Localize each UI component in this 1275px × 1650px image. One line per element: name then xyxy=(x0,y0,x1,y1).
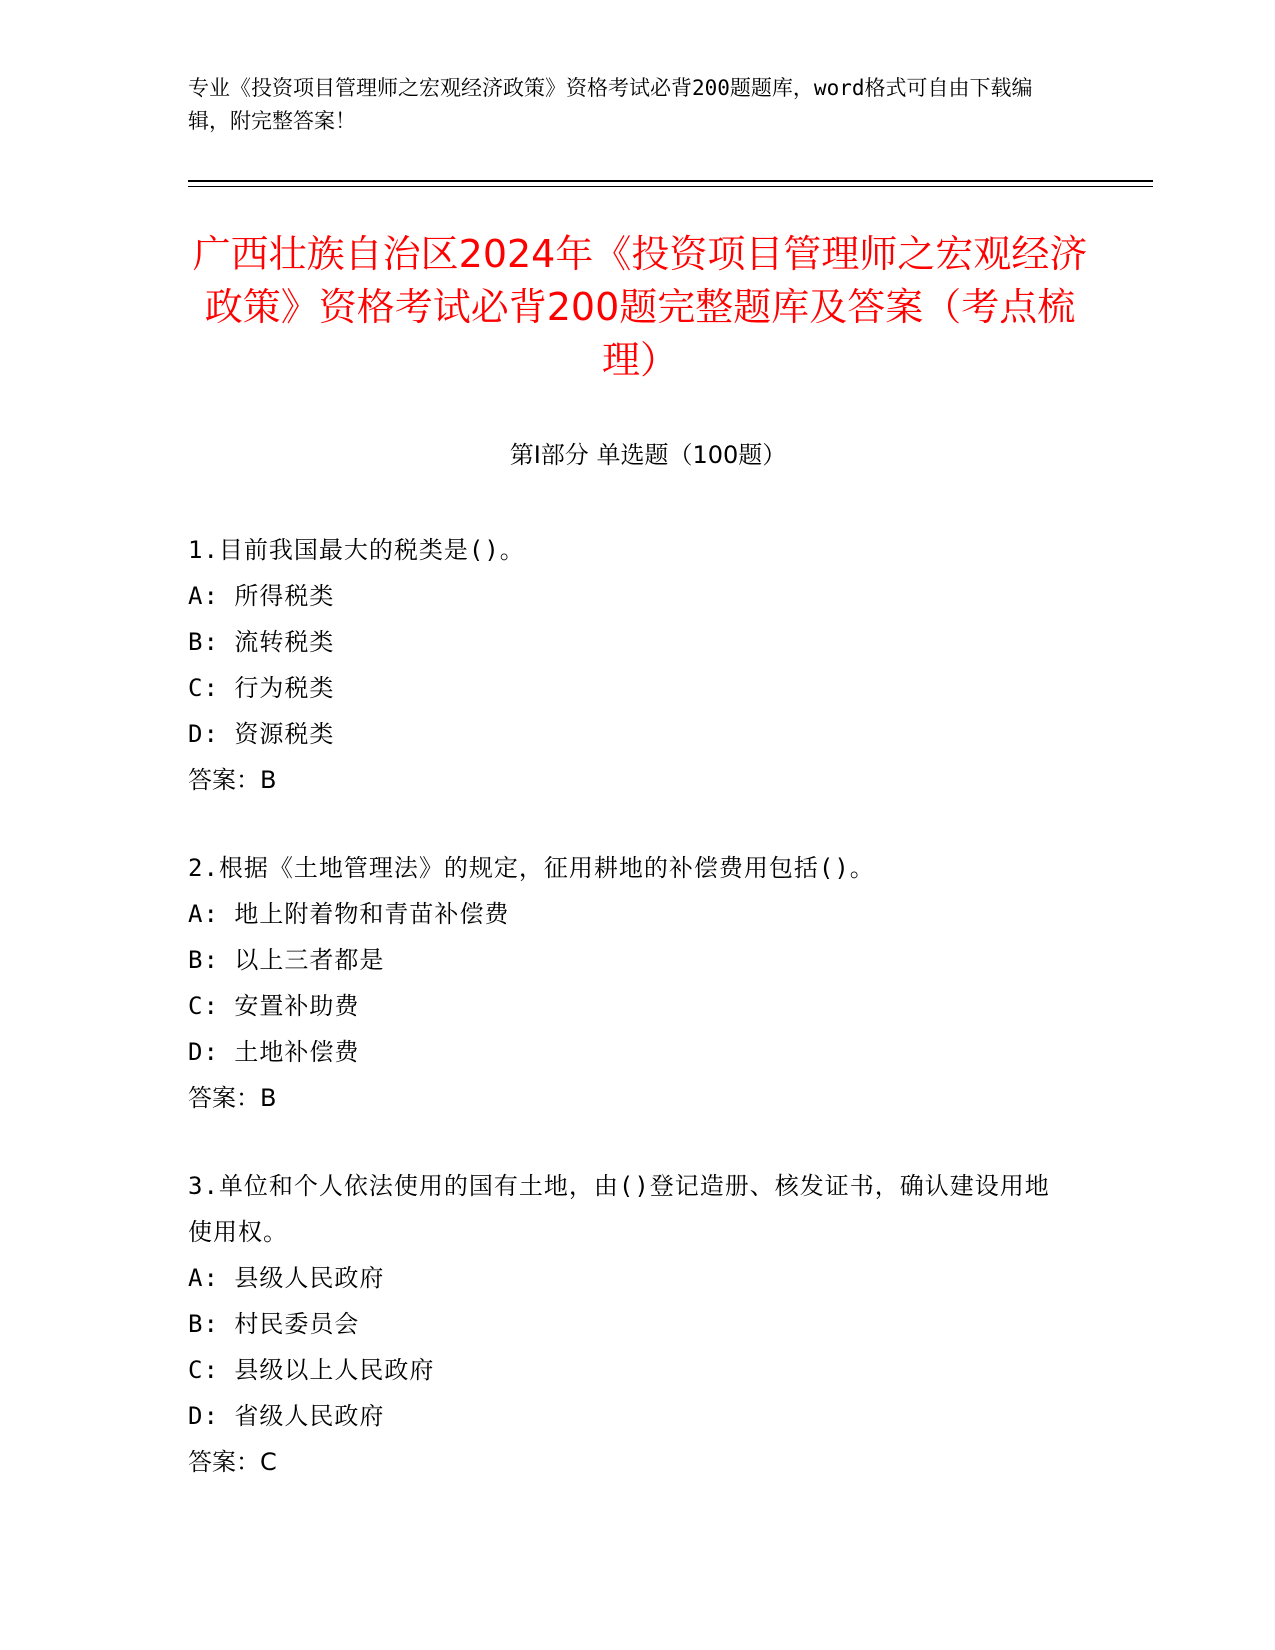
section-title: 第I部分 单选题（100题） xyxy=(509,441,787,469)
question-3 xyxy=(188,1163,1068,1485)
question-1 xyxy=(188,527,1068,803)
option-d: D: 资源税类 xyxy=(188,720,335,748)
header-divider-thin xyxy=(188,186,1153,187)
answer: 答案：C xyxy=(188,1448,277,1476)
option-b: B: 村民委员会 xyxy=(188,1310,360,1338)
option-d: D: 土地补偿费 xyxy=(188,1038,360,1066)
header-divider-thick xyxy=(188,180,1153,182)
question-stem: 2.根据《土地管理法》的规定，征用耕地的补偿费用包括()。 xyxy=(188,854,875,882)
option-d: D: 省级人民政府 xyxy=(188,1402,385,1430)
question-stem: 3.单位和个人依法使用的国有土地，由()登记造册、核发证书，确认建设用地使用权。 xyxy=(188,1172,1050,1246)
option-b: B: 以上三者都是 xyxy=(188,946,385,974)
option-c: C: 安置补助费 xyxy=(188,992,360,1020)
option-a: A: 所得税类 xyxy=(188,582,335,610)
option-c: C: 行为税类 xyxy=(188,674,335,702)
question-stem: 1.目前我国最大的税类是()。 xyxy=(188,536,525,564)
option-a: A: 县级人民政府 xyxy=(188,1264,385,1292)
document-title: 广西壮族自治区2024年《投资项目管理师之宏观经济政策》资格考试必背200题完整题库及答案（考点梳理） xyxy=(192,232,1088,382)
header-note: 专业《投资项目管理师之宏观经济政策》资格考试必背200题题库，word格式可自由下载编辑，附完整答案！ xyxy=(188,76,1033,133)
answer: 答案：B xyxy=(188,766,277,794)
option-b: B: 流转税类 xyxy=(188,628,335,656)
option-a: A: 地上附着物和青苗补偿费 xyxy=(188,900,510,928)
option-c: C: 县级以上人民政府 xyxy=(188,1356,435,1384)
answer: 答案：B xyxy=(188,1084,277,1112)
question-2 xyxy=(188,845,1068,1121)
